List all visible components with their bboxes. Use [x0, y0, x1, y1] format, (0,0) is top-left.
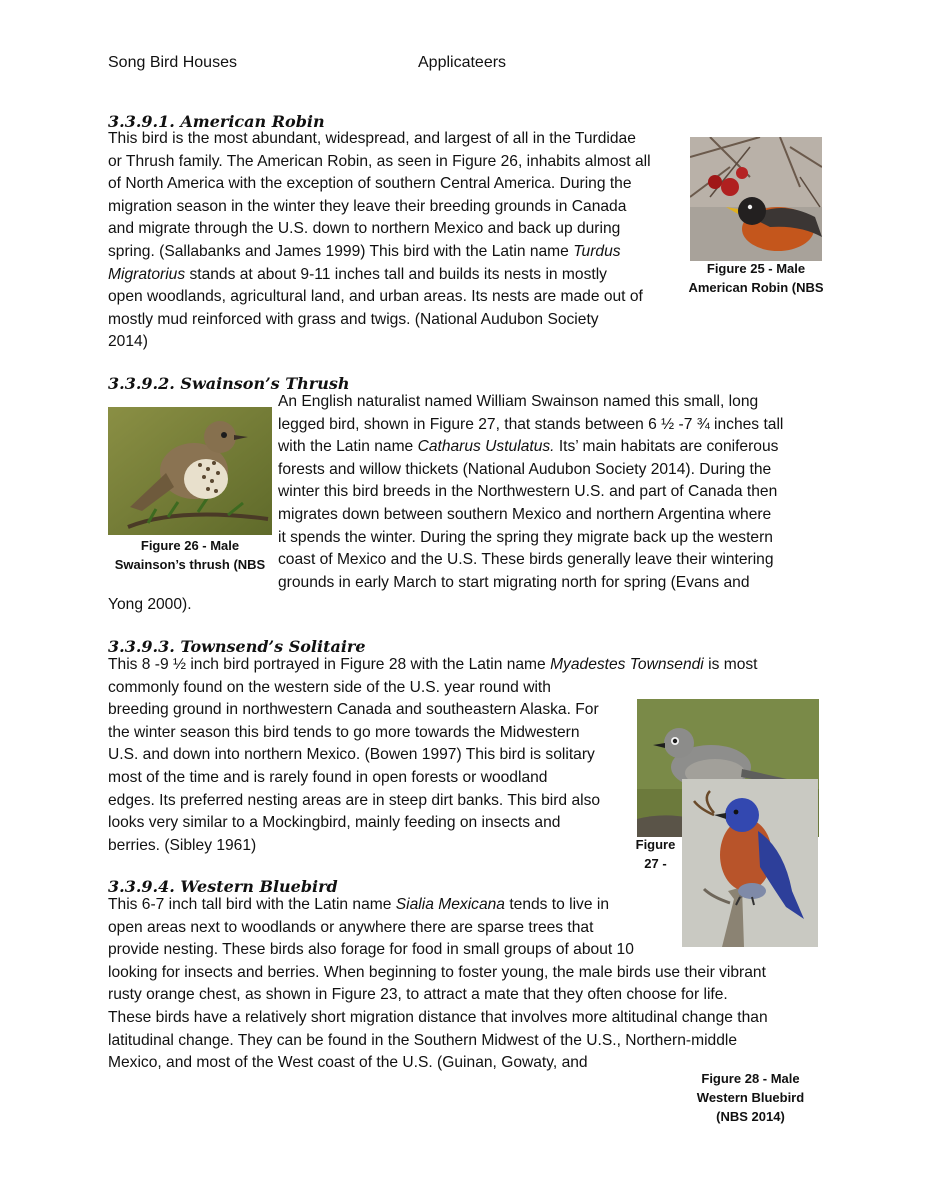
text-line: edges. Its preferred nesting areas are in steep dirt banks. This bird also [108, 791, 601, 809]
text-line: looking for insects and berries. When beginning to foster young, the male birds use their vibrant [108, 963, 766, 981]
text-line: U.S. and down into northern Mexico. (Bowen 1997) This bird is solitary [108, 746, 595, 764]
text-line: breeding ground in northwestern Canada and southeastern Alaska. For [108, 701, 599, 719]
caption-line: American Robin (NBS [688, 280, 824, 295]
text-line: latitudinal change. They can be found in the Southern Midwest of the U.S., Northern-middle [108, 1031, 738, 1049]
text-line: berries. (Sibley 1961) [108, 836, 257, 854]
text-line: Mexico, and most of the West coast of the U.S. (Guinan, Gowaty, and [108, 1054, 588, 1072]
swainsons-thrush-photo [108, 407, 272, 535]
section-heading-western-bluebird: 3.3.9.4. Western Bluebird [108, 877, 338, 896]
text-line: 2014) [108, 333, 148, 351]
text-line: An English naturalist named William Swainson named this small, long [278, 393, 759, 410]
text-line [108, 241, 683, 264]
caption-line: Figure 26 - Male [140, 538, 240, 553]
text-line [108, 654, 828, 677]
text-segment: tends to live in [504, 896, 610, 913]
text-line: open woodlands, agricultural land, and urban areas. Its nests are made out of [108, 288, 643, 306]
text-line: open areas next to woodlands or anywhere there are sparse trees that [108, 918, 594, 936]
latin-name: Myadestes Townsendi [550, 656, 704, 673]
text-line: rusty orange chest, as shown in Figure 23, to attract a mate that they often choose for life. [108, 986, 728, 1004]
figure-26-caption [108, 536, 272, 574]
caption-line: 27 - [644, 856, 667, 871]
figure-25-caption [683, 259, 829, 297]
robin-illustration [690, 137, 822, 261]
latin-name: Turdus [573, 242, 621, 260]
figure-28-caption [678, 1069, 823, 1126]
text-line: provide nesting. These birds also forage for food in small groups of about 10 [108, 941, 634, 959]
figure-27-caption [628, 835, 683, 873]
caption-line: Figure 25 - Male [706, 261, 806, 276]
caption-line: Swainson’s thrush (NBS [114, 557, 266, 572]
thrush-illustration [108, 407, 272, 535]
text-segment: This 6-7 inch tall bird with the Latin name [108, 896, 396, 913]
text-line: of North America with the exception of southern Central America. During the [108, 175, 632, 193]
section-heading-townsends-solitaire: 3.3.9.3. Townsend’s Solitaire [108, 637, 366, 656]
thrush-paragraph-end [108, 594, 192, 617]
caption-line: (NBS 2014) [716, 1109, 785, 1124]
text-line [278, 436, 818, 459]
text-line: migrates down between southern Mexico and northern Argentina where [278, 505, 772, 523]
text-line: Yong 2000). [108, 596, 192, 613]
text-line: and migrate through the U.S. down to northern Mexico and back up during [108, 220, 621, 238]
text-line: most of the time and is rarely found in open forests or woodland [108, 768, 548, 786]
text-segment: is most [703, 656, 758, 673]
caption-line: Western Bluebird [696, 1090, 805, 1105]
latin-name: Catharus Ustulatus. [417, 438, 555, 456]
robin-paragraph [108, 128, 683, 354]
latin-name: Migratorius [108, 265, 186, 283]
text-line: winter this bird breeds in the Northwestern U.S. and part of Canada then [278, 483, 778, 501]
text-line: legged bird, shown in Figure 27, that stands between 6 ½ -7 ¾ inches tall [278, 415, 784, 433]
american-robin-photo [690, 137, 822, 261]
section-heading-swainsons-thrush: 3.3.9.2. Swainson’s Thrush [108, 374, 350, 393]
text-segment: This 8 -9 ½ inch bird portrayed in Figure 28 with the Latin name [108, 656, 551, 673]
latin-name: Sialia Mexicana [395, 896, 505, 913]
text-segment: Its’ main habitats are coniferous [554, 438, 779, 456]
bluebird-paragraph [108, 894, 828, 1075]
text-line: migration season in the winter they leave their breeding grounds in Canada [108, 197, 627, 215]
text-segment: spring. (Sallabanks and James 1999) This bird with the Latin name [108, 242, 574, 260]
text-line: coast of Mexico and the U.S. These birds generally leave their wintering [278, 551, 774, 569]
text-line: This bird is the most abundant, widespread, and largest of all in the Turdidae [108, 130, 636, 147]
text-line: or Thrush family. The American Robin, as seen in Figure 26, inhabits almost all [108, 152, 651, 170]
text-line: looks very similar to a Mockingbird, mainly feeding on insects and [108, 814, 561, 832]
text-line [108, 264, 683, 287]
caption-line: Figure 28 - Male [701, 1071, 800, 1086]
text-segment: stands at about 9-11 inches tall and builds its nests in mostly [185, 265, 607, 283]
text-line: mostly mud reinforced with grass and twigs. (National Audubon Society [108, 310, 599, 328]
text-segment: with the Latin name [278, 438, 418, 456]
text-line: These birds have a relatively short migration distance that involves more altitudinal change than [108, 1008, 768, 1026]
section-heading-american-robin: 3.3.9.1. American Robin [108, 112, 325, 131]
text-line: commonly found on the western side of the U.S. year round with [108, 678, 551, 696]
text-line: it spends the winter. During the spring they migrate back up the western [278, 528, 773, 546]
running-header-center: Applicateers [418, 54, 507, 71]
text-line: grounds in early March to start migrating north for spring (Evans and [278, 573, 750, 591]
text-line: forests and willow thickets (National Audubon Society 2014). During the [278, 460, 772, 478]
text-line: the winter season this bird tends to go more towards the Midwestern [108, 723, 580, 741]
running-header-left: Song Bird Houses [108, 54, 237, 71]
thrush-paragraph [278, 391, 818, 594]
text-line [108, 894, 828, 917]
caption-line: Figure [635, 837, 676, 852]
